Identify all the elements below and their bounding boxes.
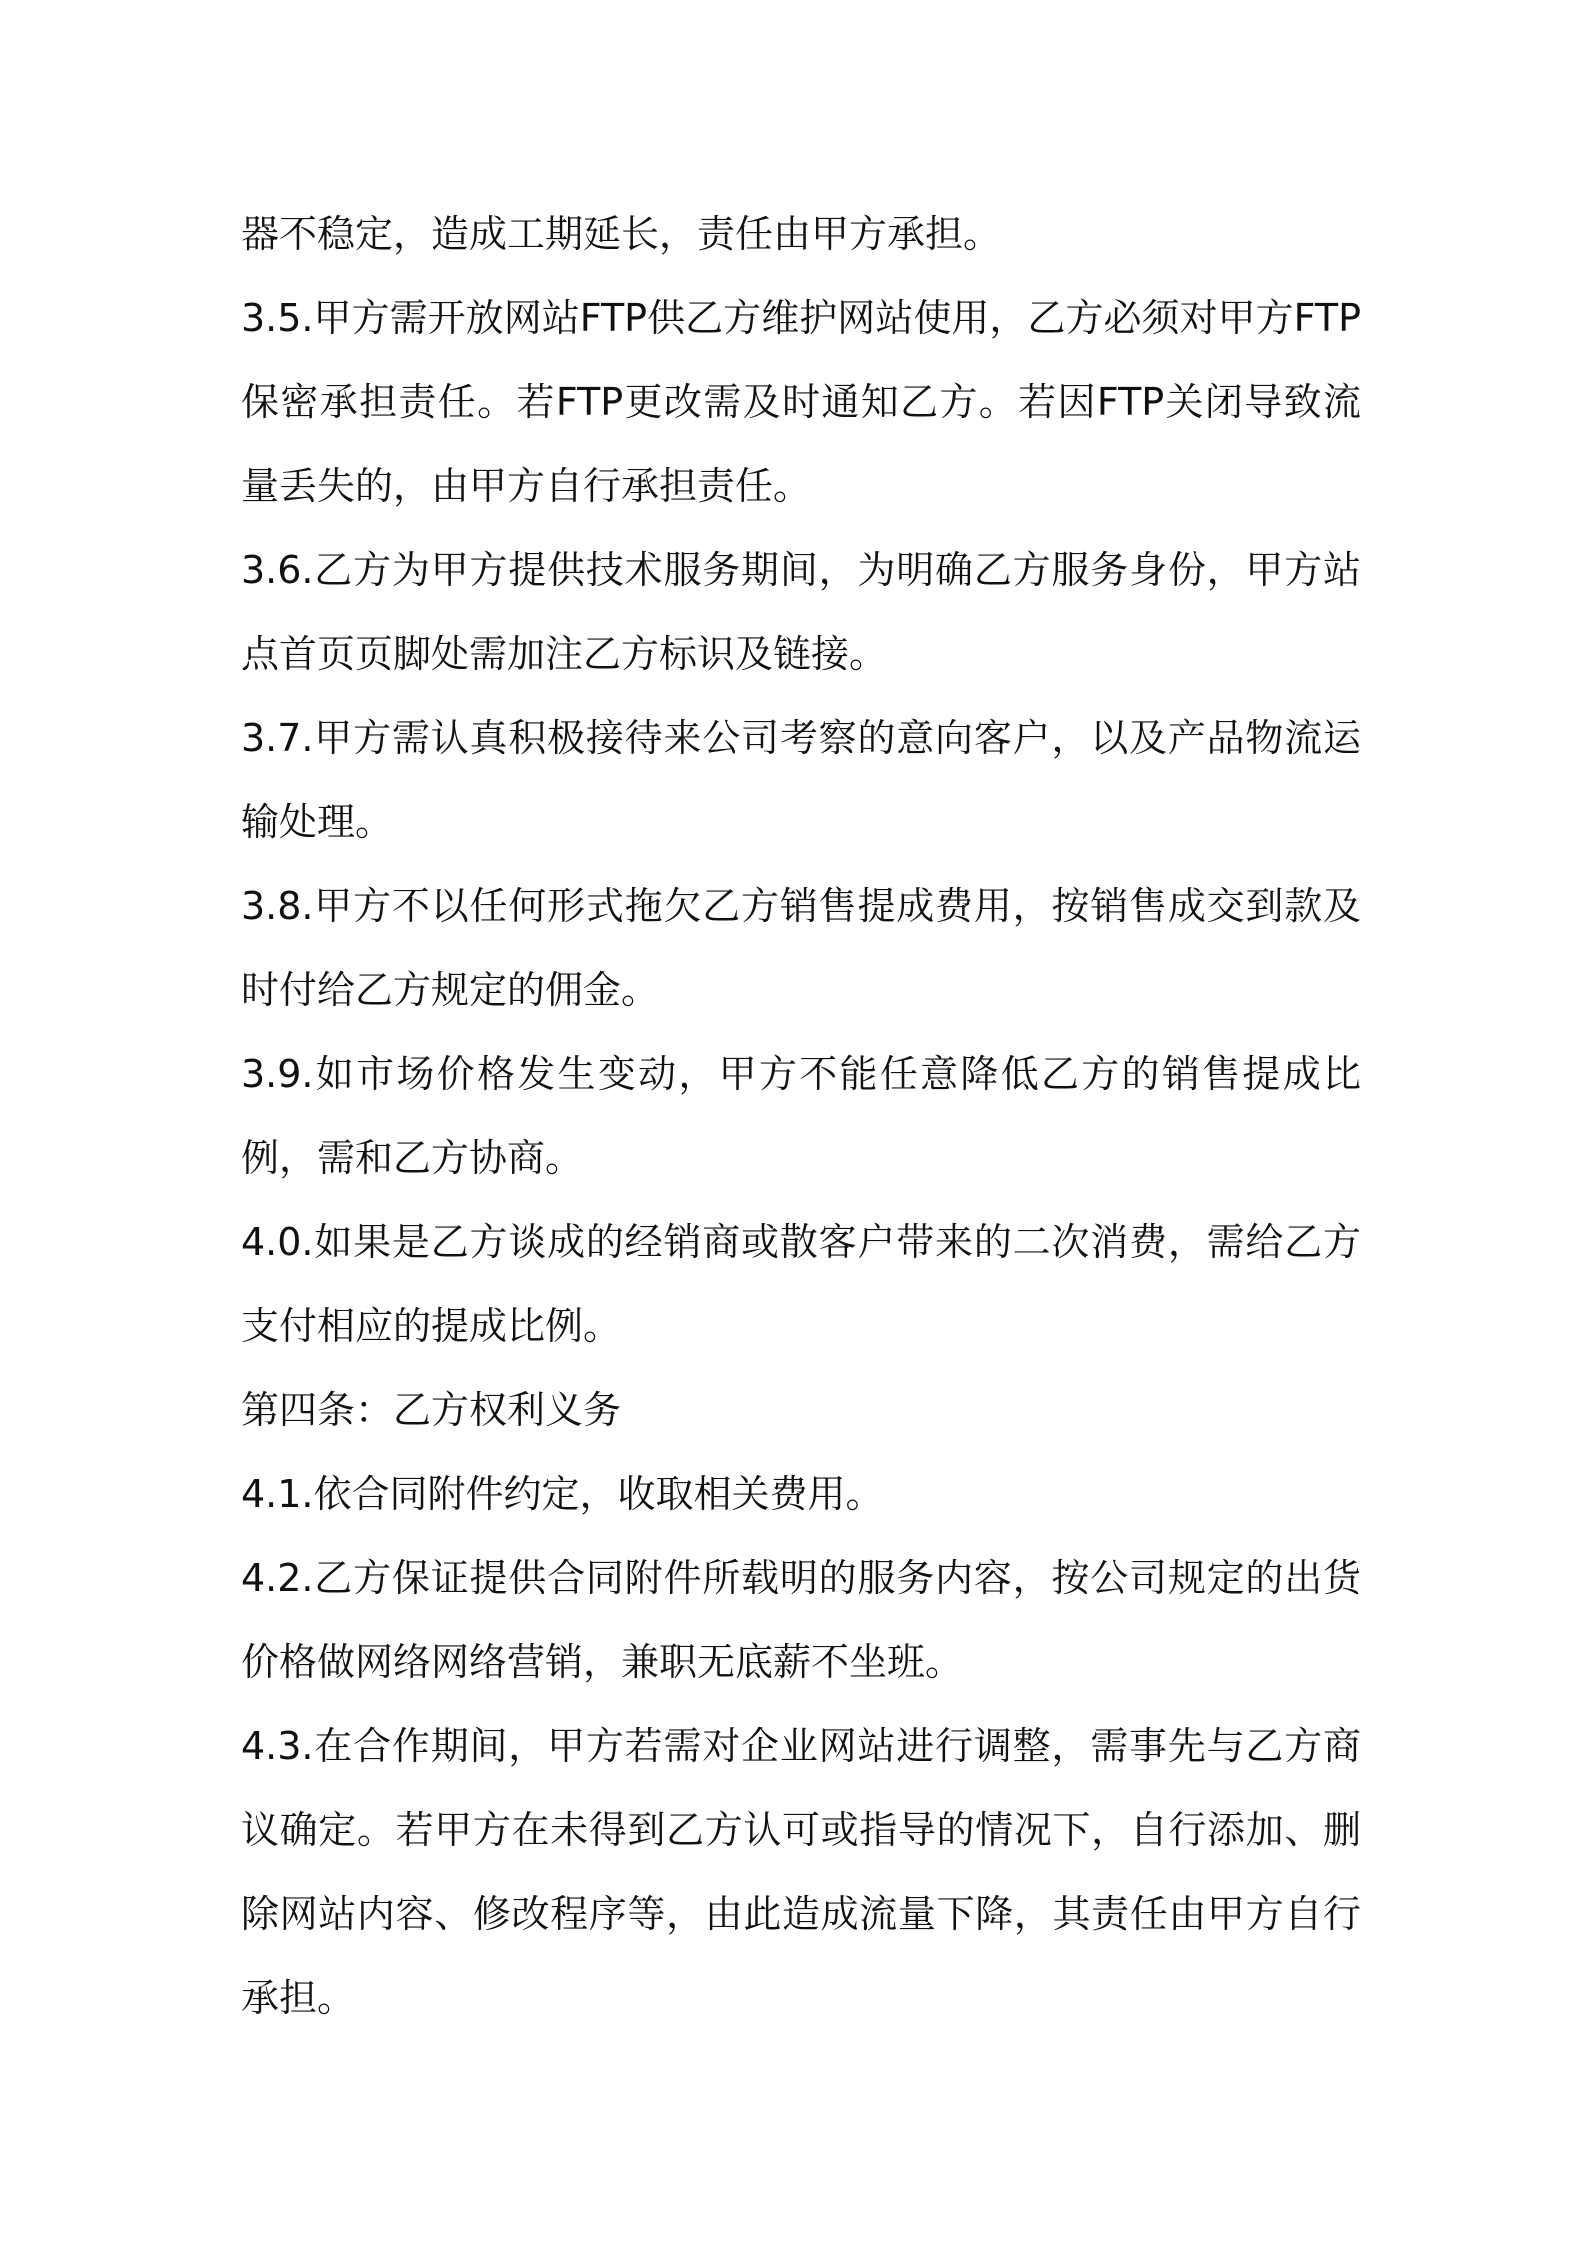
- article-4-heading: 第四条：乙方权利义务: [241, 1388, 622, 1432]
- clause-3-8: 3.8.甲方不以任何形式拖欠乙方销售提成费用，按销售成交到款及时付给乙方规定的佣金。: [241, 884, 1361, 1012]
- para-continuation: 器不稳定，造成工期延长，责任由甲方承担。: [241, 212, 1002, 256]
- clause-3-5: 3.5.甲方需开放网站FTP供乙方维护网站使用，乙方必须对甲方FTP保密承担责任。若FTP更改需及时通知乙方。若因FTP关闭导致流量丢失的，由甲方自行承担责任。: [241, 296, 1361, 508]
- clause-4-0: 4.0.如果是乙方谈成的经销商或散客户带来的二次消费，需给乙方支付相应的提成比例。: [241, 1220, 1361, 1348]
- contract-body: [241, 192, 1361, 2040]
- clause-4-1: 4.1.依合同附件约定，收取相关费用。: [241, 1472, 884, 1516]
- clause-3-7: 3.7.甲方需认真积极接待来公司考察的意向客户，以及产品物流运输处理。: [241, 716, 1361, 844]
- clause-4-3: 4.3.在合作期间，甲方若需对企业网站进行调整，需事先与乙方商议确定。若甲方在未得到乙方认可或指导的情况下，自行添加、删除网站内容、修改程序等，由此造成流量下降，其责任由甲方自行承担。: [241, 1724, 1361, 2020]
- clause-4-2: 4.2.乙方保证提供合同附件所载明的服务内容，按公司规定的出货价格做网络网络营销，兼职无底薪不坐班。: [241, 1556, 1361, 1684]
- clause-3-9: 3.9.如市场价格发生变动，甲方不能任意降低乙方的销售提成比例，需和乙方协商。: [241, 1052, 1361, 1180]
- clause-3-6: 3.6.乙方为甲方提供技术服务期间，为明确乙方服务身份，甲方站点首页页脚处需加注乙方标识及链接。: [241, 548, 1361, 676]
